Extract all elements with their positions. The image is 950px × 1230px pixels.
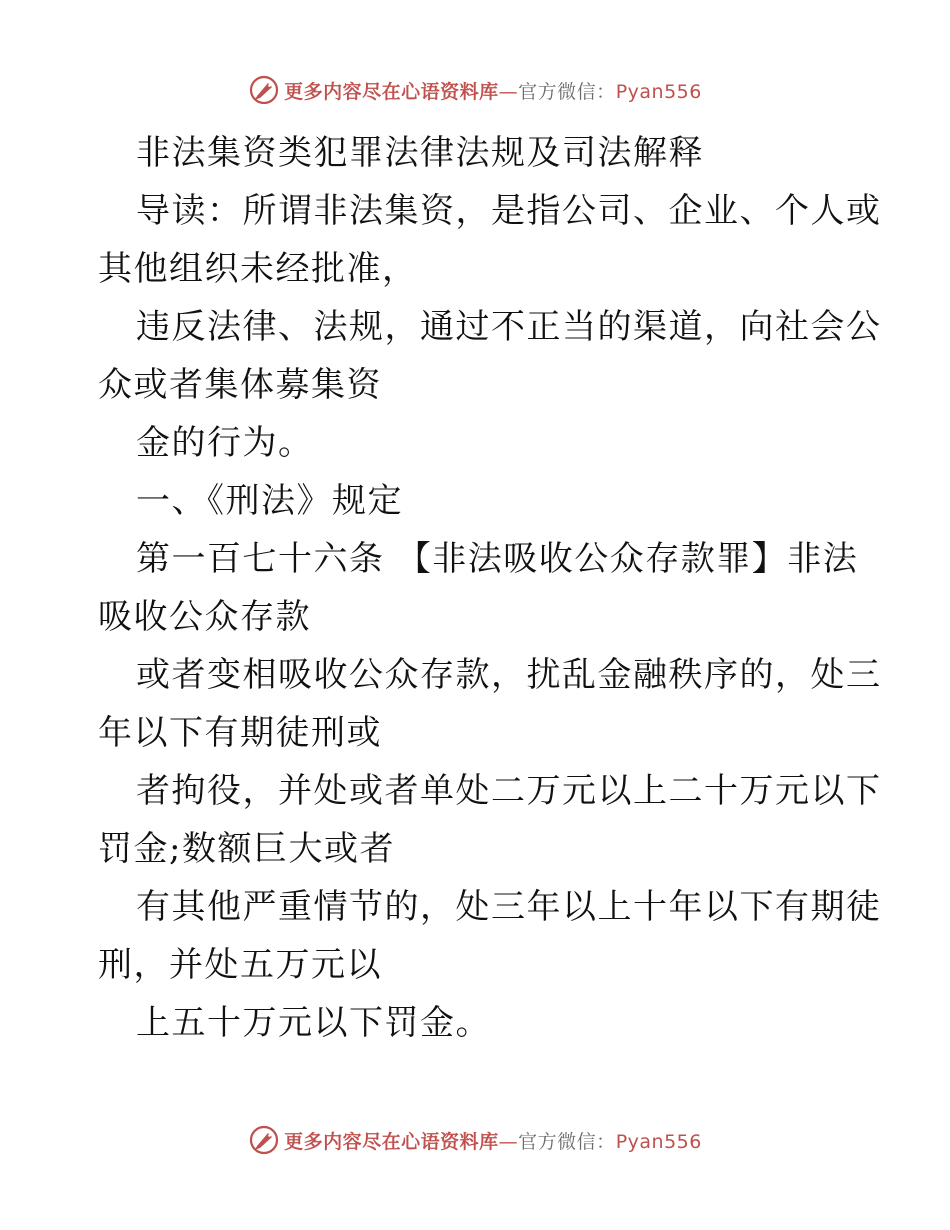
text-line: 众或者集体募集资 <box>98 365 382 405</box>
text-line: 者拘役，并处或者单处二万元以上二十万元以下 <box>136 771 882 811</box>
text-line: 其他组织未经批准， <box>98 249 418 289</box>
pen-nib-logo-icon <box>248 1124 280 1156</box>
banner-id: Pyan556 <box>615 1130 702 1153</box>
text-line: 有其他严重情节的，处三年以上十年以下有期徒 <box>136 887 882 927</box>
banner-label: 官方微信： <box>518 1130 616 1153</box>
banner-lead: 更多内容尽在心语资料库 <box>284 80 499 103</box>
pen-nib-logo-icon <box>248 74 280 106</box>
banner-text <box>284 77 702 104</box>
text-line: 一、《刑法》规定 <box>136 481 403 521</box>
text-line: 年以下有期徒刑或 <box>98 713 382 753</box>
banner-text <box>284 1127 702 1154</box>
text-line: 金的行为。 <box>136 423 314 463</box>
text-line: 导读：所谓非法集资，是指公司、企业、个人或 <box>136 191 882 231</box>
text-line: 违反法律、法规，通过不正当的渠道，向社会公 <box>136 307 882 347</box>
banner-id: Pyan556 <box>615 80 702 103</box>
text-line: 或者变相吸收公众存款，扰乱金融秩序的，处三 <box>136 655 882 695</box>
header-banner <box>0 70 950 110</box>
banner-lead: 更多内容尽在心语资料库 <box>284 1130 499 1153</box>
banner-dash: — <box>498 1130 519 1153</box>
text-line: 上五十万元以下罚金。 <box>136 1003 491 1043</box>
text-line: 第一百七十六条 【非法吸收公众存款罪】非法 <box>136 539 859 579</box>
text-line: 吸收公众存款 <box>98 597 311 637</box>
banner-dash: — <box>498 80 519 103</box>
footer-banner <box>0 1120 950 1160</box>
document-body <box>98 124 882 1052</box>
text-line: 罚金;数额巨大或者 <box>98 829 395 869</box>
text-line: 刑，并处五万元以 <box>98 945 382 985</box>
text-line: 非法集资类犯罪法律法规及司法解释 <box>136 133 704 173</box>
banner-label: 官方微信： <box>518 80 616 103</box>
